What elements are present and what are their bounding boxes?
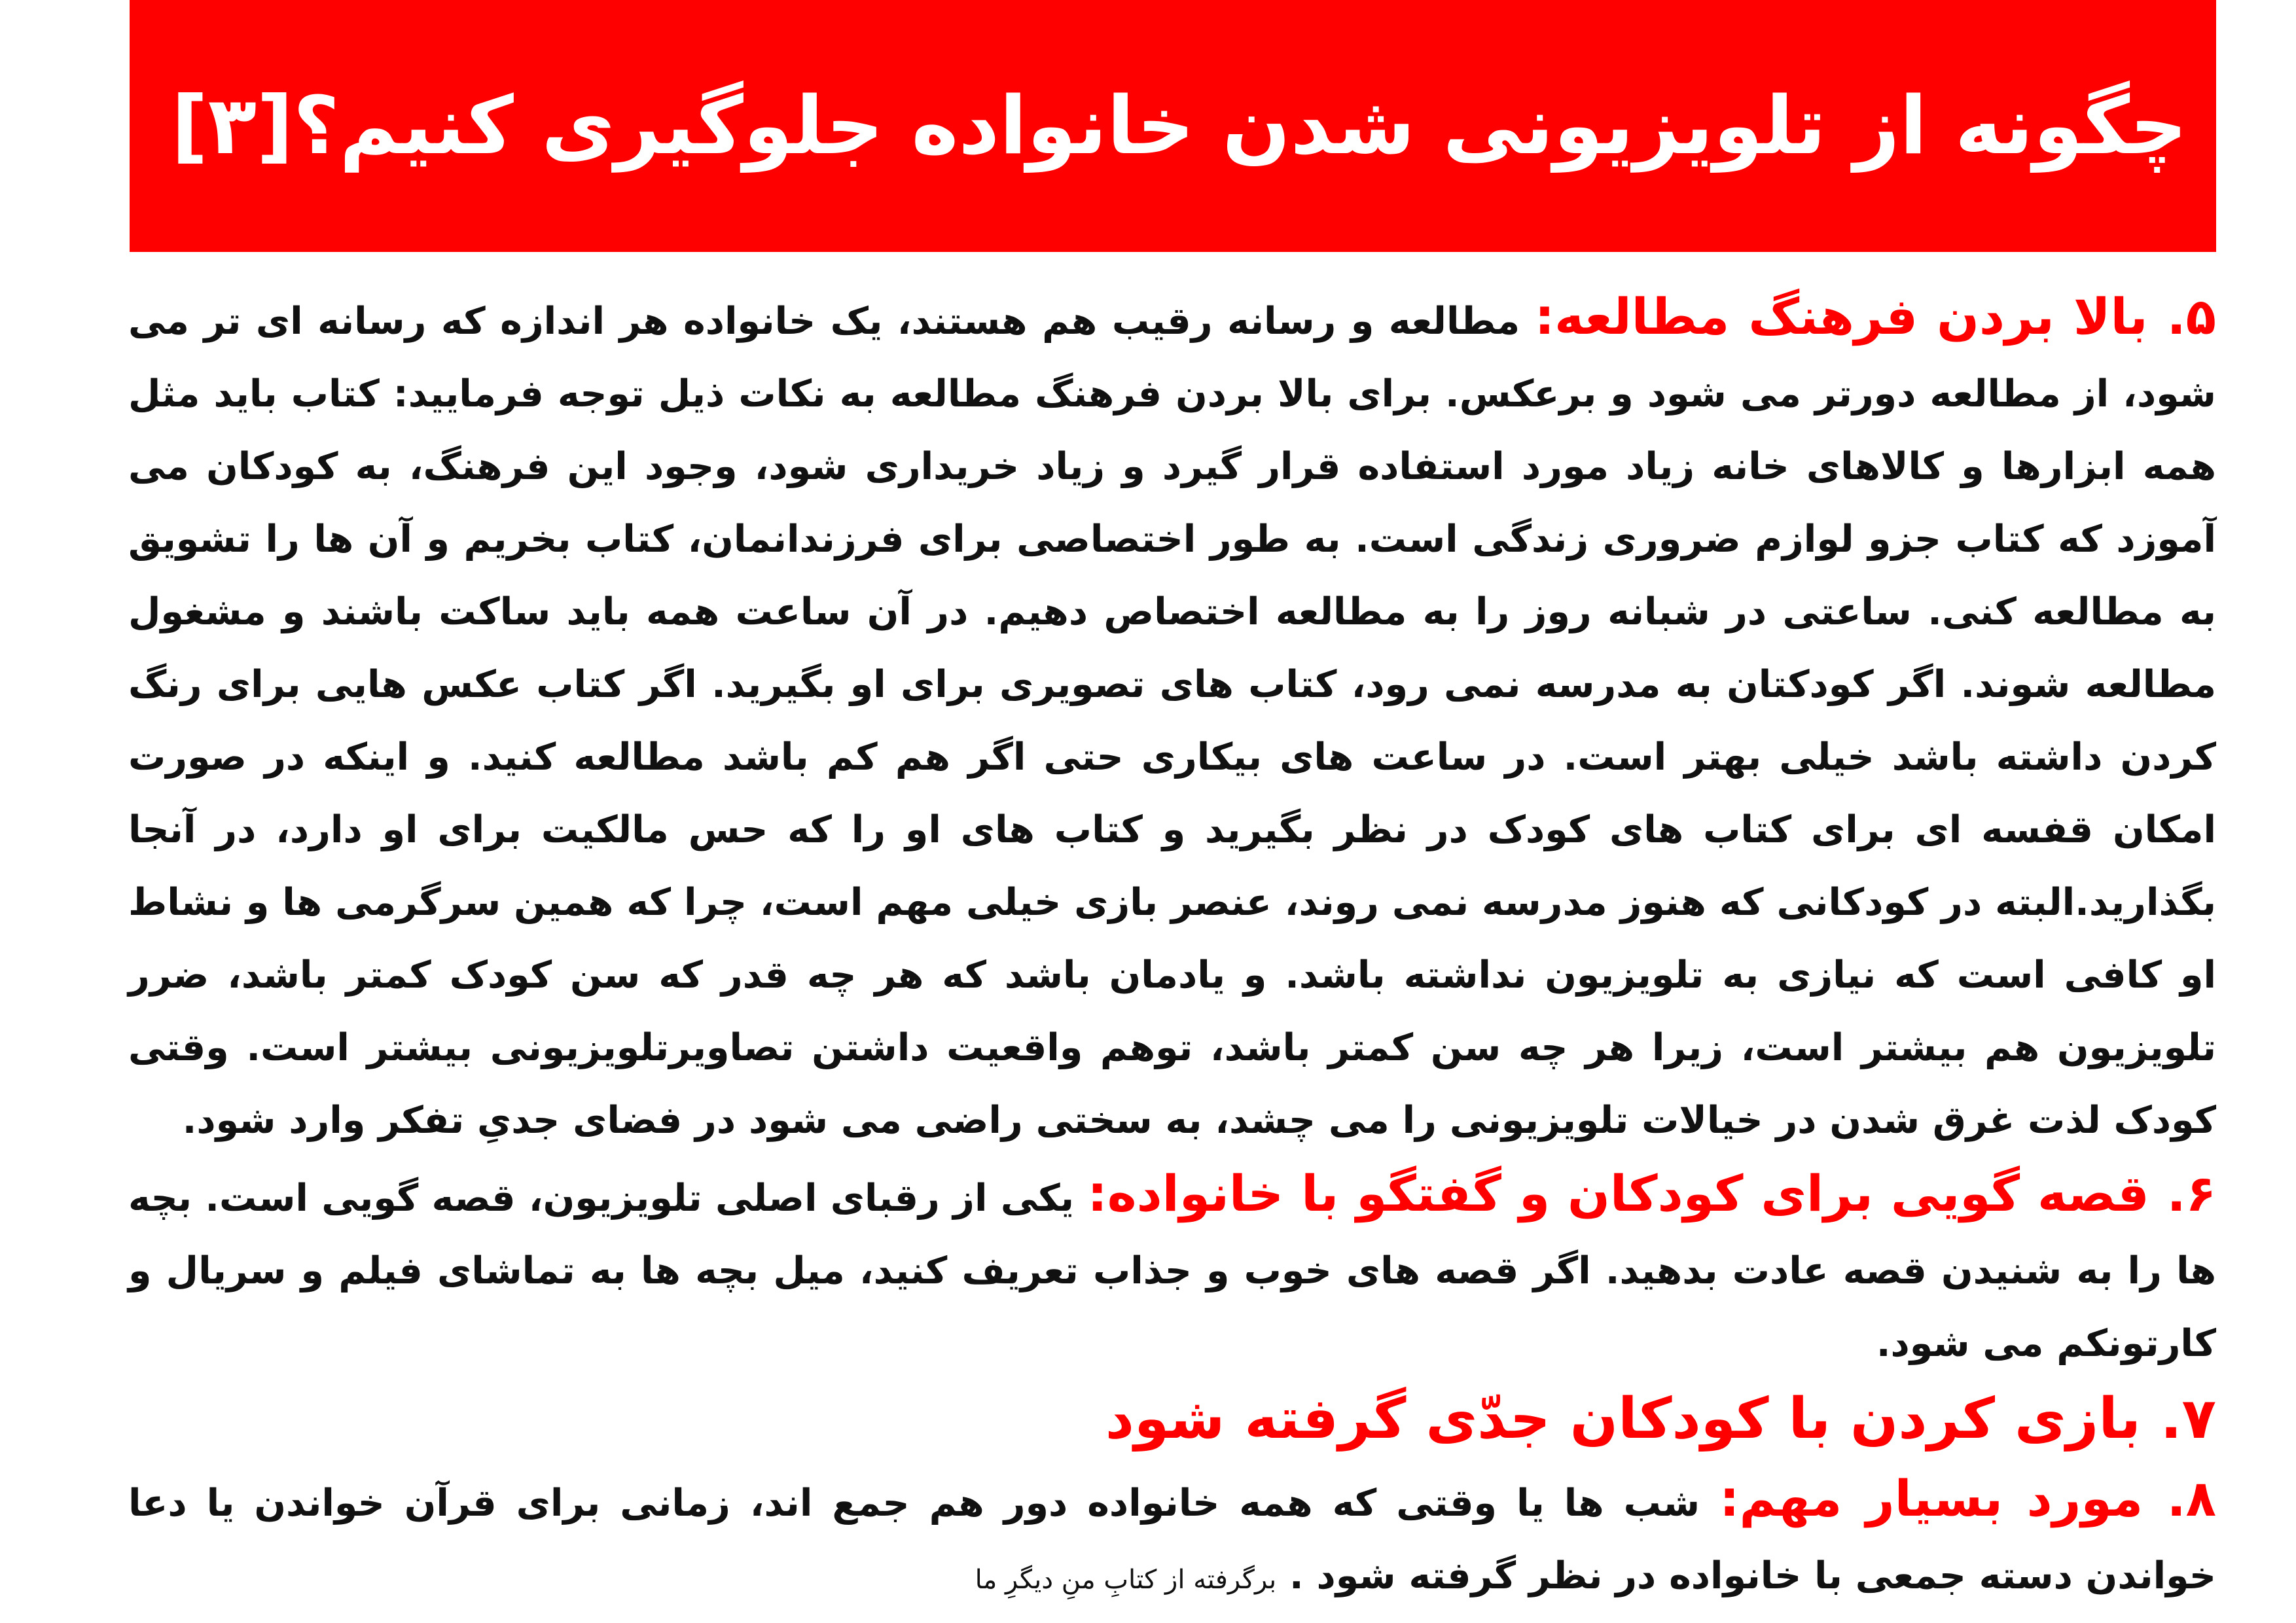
section-5-title: ۵. بالا بردن فرهنگ مطالعه: xyxy=(1534,287,2216,346)
section-5-body: مطالعه و رسانه رقیب هم هستند، یک خانواده هر اندازه که رسانه ای تر می شود، از مطالعه دورتر می شود و برعکس. برای بالا بردن فرهنگ مطالعه به نکات ذیل توجه فرمایید: کتاب باید مثل همه ابزارها و کالاهای خانه زیاد مورد استفاده قرار گیرد و زیاد خریداری شود، وجود این فرهنگ، به کودکان می آموزد که کتاب جزو لوازم ضروری زندگی است. به طور اختصاصی برای فرزندانمان، کتاب بخریم و آن ها را تشویق به مطالعه کنی. ساعتی در شبانه روز را به مطالعه اختصاص دهیم. در آن ساعت همه باید ساکت باشند و مشغول مطالعه شوند. اگر کودکتان به مدرسه نمی رود، کتاب های تصویری برای او بگیرید. اگر کتاب عکس هایی برای رنگ کردن داشته باشد خیلی بهتر است. در ساعت های بیکاری حتی اگر هم کم باشد مطالعه کنید. و اینکه در صورت امکان قفسه ای برای کتاب های کودک در نظر بگیرید و کتاب های او را که حس مالکیت برای او دارد، در آنجا بگذارید.البته در کودکانی که هنوز مدرسه نمی روند، عنصر بازی خیلی مهم است، چرا که همین سرگرمی ها و نشاط او کافی است که نیازی به تلویزیون نداشته باشد. و یادمان باشد که هر چه قدر که سن کودک کمتر باشد، ضرر تلویزیون هم بیشتر است، زیرا هر چه سن کمتر باشد، توهم واقعیت داشتن تصاویرتلویزیونی بیشتر است. وقتی کودک لذت غرق شدن در خیالات تلویزیونی را می چشد، به سختی راضی می شود در فضای جدیِ تفکر وارد شود. xyxy=(128,300,2216,1142)
section-6 xyxy=(128,1157,2216,1380)
section-8-body: شب ها یا وقتی که همه خانواده دور هم جمع اند، زمانی برای قرآن خواندن یا دعا خواندن دسته جمعی با خانواده در نظر گرفته شود . xyxy=(128,1482,2216,1597)
page-title: چگونه از تلویزیونی شدن خانواده جلوگیری کنیم؟[۳] xyxy=(171,79,2187,173)
section-5 xyxy=(128,280,2216,1157)
section-8-title: ۸. مورد بسیار مهم: xyxy=(1719,1469,2217,1527)
article-body xyxy=(128,280,2216,1616)
section-7-title: ۷. بازی کردن با کودکان جدّی گرفته شود xyxy=(1105,1386,2216,1452)
title-banner xyxy=(130,0,2216,252)
section-6-title: ۶. قصه گویی برای کودکان و گفتگو با خانواده: xyxy=(1087,1164,2216,1222)
section-7 xyxy=(128,1380,2216,1462)
section-8 xyxy=(128,1462,2216,1616)
source-note: برگرفته از کتابِ منِ دیگرِ ما xyxy=(975,1565,1277,1595)
section-6-body: یکی از رقبای اصلی تلویزیون، قصه گویی است. بچه ها را به شنیدن قصه عادت بدهید. اگر قصه های خوب و جذاب تعریف کنید، میل بچه ها به تماشای فیلم و سریال و کارتونکم می شود. xyxy=(128,1177,2216,1365)
